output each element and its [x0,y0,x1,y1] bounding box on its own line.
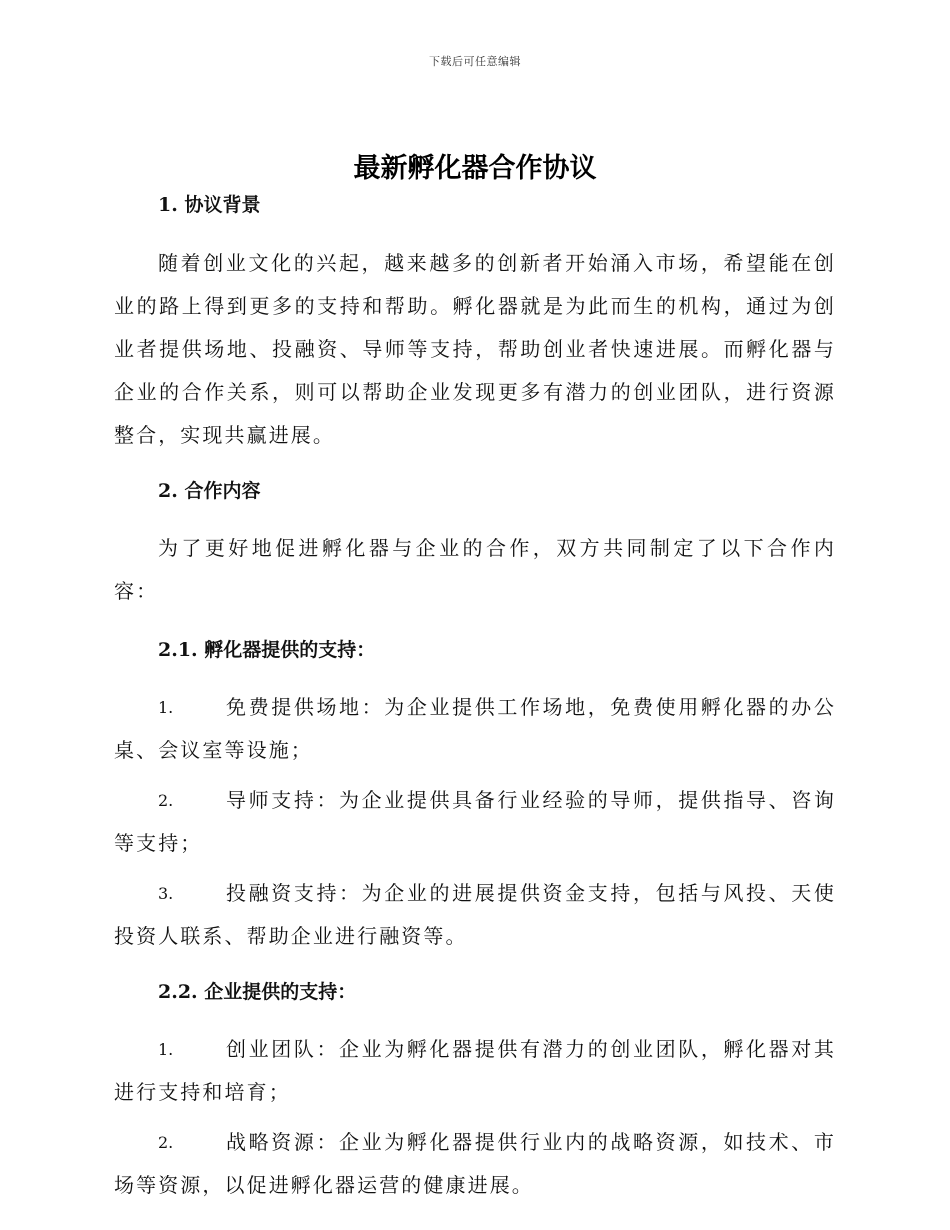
list-item [114,1121,836,1207]
list-item [114,1028,836,1114]
list-item-number: 3. [158,884,174,903]
section-heading-2: 2. 合作内容 [158,480,261,502]
list-item-text: 战略资源：企业为孵化器提供行业内的战略资源，如技术、市场等资源，以促进孵化器运营的健康进展。 [114,1130,836,1197]
section-1-paragraph: 随着创业文化的兴起，越来越多的创新者开始涌入市场，希望能在创业的路上得到更多的支持和帮助。孵化器就是为此而生的机构，通过为创业者提供场地、投融资、导师等支持，帮助创业者快速进展。而孵化器与企业的合作关系，则可以帮助企业发现更多有潜力的创业团队，进行资源整合，实现共赢进展。 [114,251,836,447]
list-item [114,686,836,772]
list-item-number: 2. [158,791,174,810]
list-item [114,779,836,865]
section-heading-2-2: 2.2. 企业提供的支持： [158,981,357,1003]
list-item-text: 投融资支持：为企业的进展提供资金支持，包括与风投、天使投资人联系、帮助企业进行融资等。 [114,881,836,948]
section-heading-2-1: 2.1. 孵化器提供的支持： [158,639,376,661]
list-item [114,872,836,958]
list-item-text: 创业团队：企业为孵化器提供有潜力的创业团队，孵化器对其进行支持和培育； [114,1037,836,1104]
section-2-paragraph: 为了更好地促进孵化器与企业的合作，双方共同制定了以下合作内容： [114,536,836,603]
header-note: 下载后可任意编辑 [429,55,521,68]
list-item-text: 免费提供场地：为企业提供工作场地，免费使用孵化器的办公桌、会议室等设施； [114,695,836,762]
list-item-number: 2. [158,1133,174,1152]
document-body [114,191,836,1207]
list-item-number: 1. [158,1040,174,1059]
list-item-number: 1. [158,698,174,717]
section-heading-1: 1. 协议背景 [158,194,261,216]
document-title: 最新孵化器合作协议 [353,153,597,184]
list-item-text: 导师支持：为企业提供具备行业经验的导师，提供指导、咨询等支持； [114,788,836,855]
